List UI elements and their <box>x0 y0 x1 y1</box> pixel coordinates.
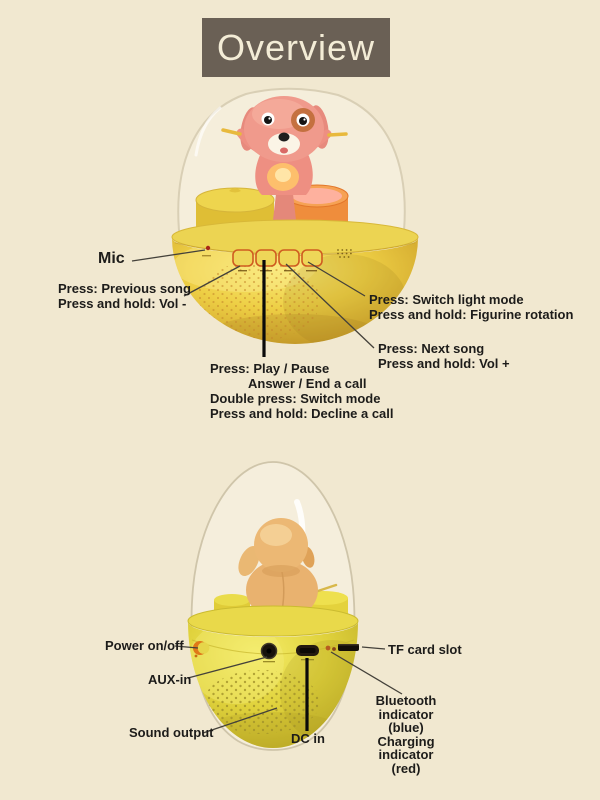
play-button-label-line2: Answer / End a call <box>248 376 367 391</box>
prev-button-label-line1: Press: Previous song <box>58 281 191 296</box>
indicator-label-line1: Bluetooth indicator <box>375 693 437 722</box>
next-button-label <box>378 341 510 371</box>
play-button-label <box>210 361 394 421</box>
indicator-label-line2: (blue) <box>388 720 424 735</box>
light-button-label-line2: Press and hold: Figurine rotation <box>369 307 574 322</box>
indicator-label <box>350 694 462 775</box>
play-button-label-line4: Press and hold: Decline a call <box>210 406 394 421</box>
prev-button-label-line2: Press and hold: Vol - <box>58 296 187 311</box>
aux-label: AUX-in <box>148 672 192 687</box>
dc-in-label: DC in <box>291 731 325 746</box>
indicator-label-line3: Charging indicator <box>377 733 435 762</box>
mic-label: Mic <box>98 250 125 267</box>
power-label: Power on/off <box>105 638 184 653</box>
light-button-label <box>369 292 573 322</box>
speaker-base-top <box>172 220 418 354</box>
play-button-label-line1: Press: Play / Pause <box>210 361 330 376</box>
prev-button-label <box>58 281 191 311</box>
page-title-text: Overview <box>216 26 376 68</box>
next-button-label-line2: Press and hold: Vol + <box>378 356 510 371</box>
tf-card-label: TF card slot <box>388 642 462 657</box>
sound-output-label: Sound output <box>129 725 214 740</box>
tf-slot-icon <box>338 644 359 651</box>
play-button-label-line3: Double press: Switch mode <box>210 391 381 406</box>
next-button-label-line1: Press: Next song <box>378 341 485 356</box>
indicator-label-line4: (red) <box>391 760 421 776</box>
light-button-label-line1: Press: Switch light mode <box>369 292 524 307</box>
